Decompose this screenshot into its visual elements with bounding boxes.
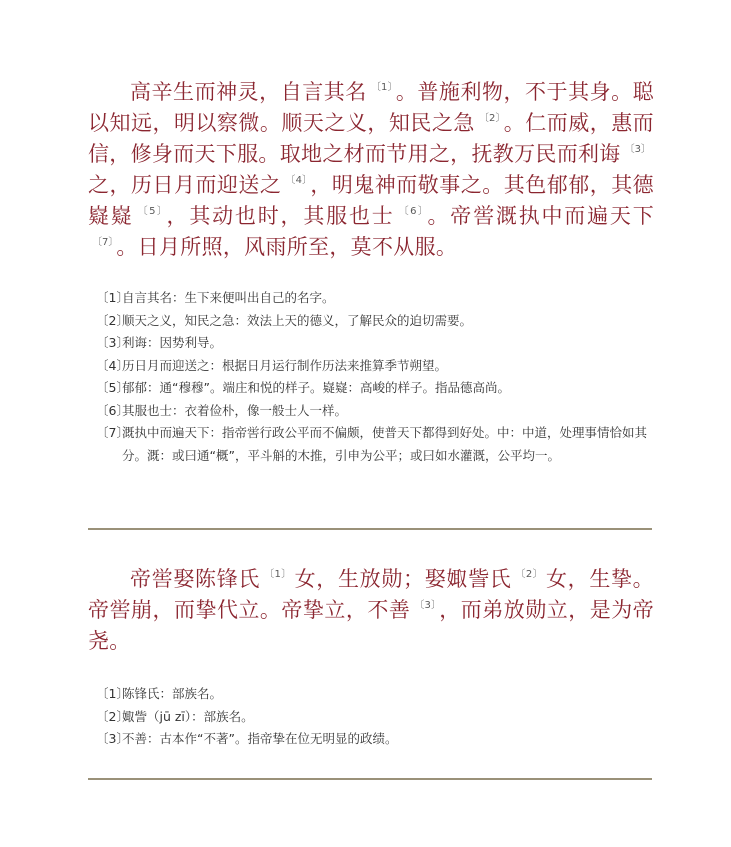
text-segment: 帝喾娶陈锋氏 xyxy=(130,567,261,591)
text-segment: ，而弟放勋立，是为帝尧。 xyxy=(88,598,655,653)
footnote-item xyxy=(96,706,654,729)
footnote-ref-6[interactable]: 〔6〕 xyxy=(398,206,425,217)
footnote-number: 〔5〕 xyxy=(96,380,129,395)
footnote-text: 利诲：因势利导。 xyxy=(122,335,223,350)
text-segment: 女，生放勋；娶娵訾氏 xyxy=(294,567,512,591)
footnote-item xyxy=(96,310,654,333)
footnote-number: 〔2〕 xyxy=(96,312,129,328)
section-divider xyxy=(88,778,652,780)
footnote-item xyxy=(96,355,654,378)
footnote-text: 娵訾（jū zī）：部族名。 xyxy=(122,708,254,724)
footnote-text: 顺天之义，知民之急：效法上天的德义，了解民众的迫切需要。 xyxy=(122,312,473,328)
footnote-ref-3[interactable]: 〔3〕 xyxy=(624,144,651,155)
footnotes-list xyxy=(88,287,654,467)
main-paragraph xyxy=(88,564,654,657)
footnote-ref-7[interactable]: 〔7〕 xyxy=(92,237,114,248)
section-divider xyxy=(88,528,652,530)
text-segment: 之，历日月而迎送之 xyxy=(88,173,282,197)
footnote-number: 〔2〕 xyxy=(96,708,129,724)
text-segment: ，其动也时，其服也士 xyxy=(166,204,395,228)
footnote-number: 〔6〕 xyxy=(96,402,129,418)
footnote-item xyxy=(96,332,654,355)
text-segment: 。帝喾溉执中而遍天下 xyxy=(427,204,655,228)
footnote-item xyxy=(96,728,654,751)
footnote-text: 郁郁：通“穆穆”。端庄和悦的样子。嶷嶷：高峻的样子。指品德高尚。 xyxy=(122,380,510,395)
footnote-number: 〔4〕 xyxy=(96,357,129,373)
footnote-number: 〔3〕 xyxy=(96,335,129,350)
text-segment: ，明鬼神而敬事之。其色郁郁，其德嶷嶷 xyxy=(88,173,654,228)
text-segment: 。日月所照，风雨所至，莫不从服。 xyxy=(116,235,458,259)
footnote-text: 其服也士：衣着俭朴，像一般士人一样。 xyxy=(122,402,348,418)
footnote-item xyxy=(96,377,654,400)
text-segment: 女，生挚。帝喾崩，而挚代立。帝挚立，不善 xyxy=(88,567,654,622)
footnote-item xyxy=(96,287,654,310)
footnote-text: 陈锋氏：部族名。 xyxy=(122,686,223,701)
footnote-text: 溉执中而遍天下：指帝喾行政公平而不偏颇，使普天下都得到好处。中：中道，处理事情恰如其分。溉：或曰通“概”，平斗斛的木推，引申为公平；或曰如水灌溉，公平均一。 xyxy=(122,425,648,463)
text-segment: 高辛生而神灵，自言其名 xyxy=(130,80,367,104)
footnote-item xyxy=(96,422,654,467)
text-segment: 。普施利物，不于其身。聪以知远，明以察微。顺天之义，知民之急 xyxy=(88,80,654,135)
footnote-ref-1[interactable]: 〔1〕 xyxy=(370,82,393,93)
footnote-text: 不善：古本作“不著”。指帝挚在位无明显的政绩。 xyxy=(122,731,398,746)
footnote-text: 历日月而迎送之：根据日月运行制作历法来推算季节朔望。 xyxy=(122,357,448,373)
footnote-ref-5[interactable]: 〔5〕 xyxy=(137,206,164,217)
footnote-item xyxy=(96,683,654,706)
footnote-ref-4[interactable]: 〔4〕 xyxy=(285,175,308,186)
section-1 xyxy=(88,77,654,467)
footnote-ref-2[interactable]: 〔2〕 xyxy=(478,113,501,124)
section-2 xyxy=(88,564,654,751)
footnote-number: 〔1〕 xyxy=(96,290,129,305)
footnote-ref-2[interactable]: 〔2〕 xyxy=(515,569,543,580)
footnote-ref-3[interactable]: 〔3〕 xyxy=(414,600,437,611)
text-segment: 。仁而威，惠而信，修身而天下服。取地之材而节用之，抚教万民而利诲 xyxy=(88,111,654,166)
footnote-number: 〔7〕 xyxy=(96,425,129,440)
footnotes-list xyxy=(88,683,654,751)
footnote-number: 〔3〕 xyxy=(96,731,129,746)
footnote-item xyxy=(96,400,654,423)
main-paragraph xyxy=(88,77,654,263)
footnote-number: 〔1〕 xyxy=(96,686,129,701)
footnote-text: 自言其名：生下来便叫出自己的名字。 xyxy=(122,290,335,305)
footnote-ref-1[interactable]: 〔1〕 xyxy=(264,569,292,580)
